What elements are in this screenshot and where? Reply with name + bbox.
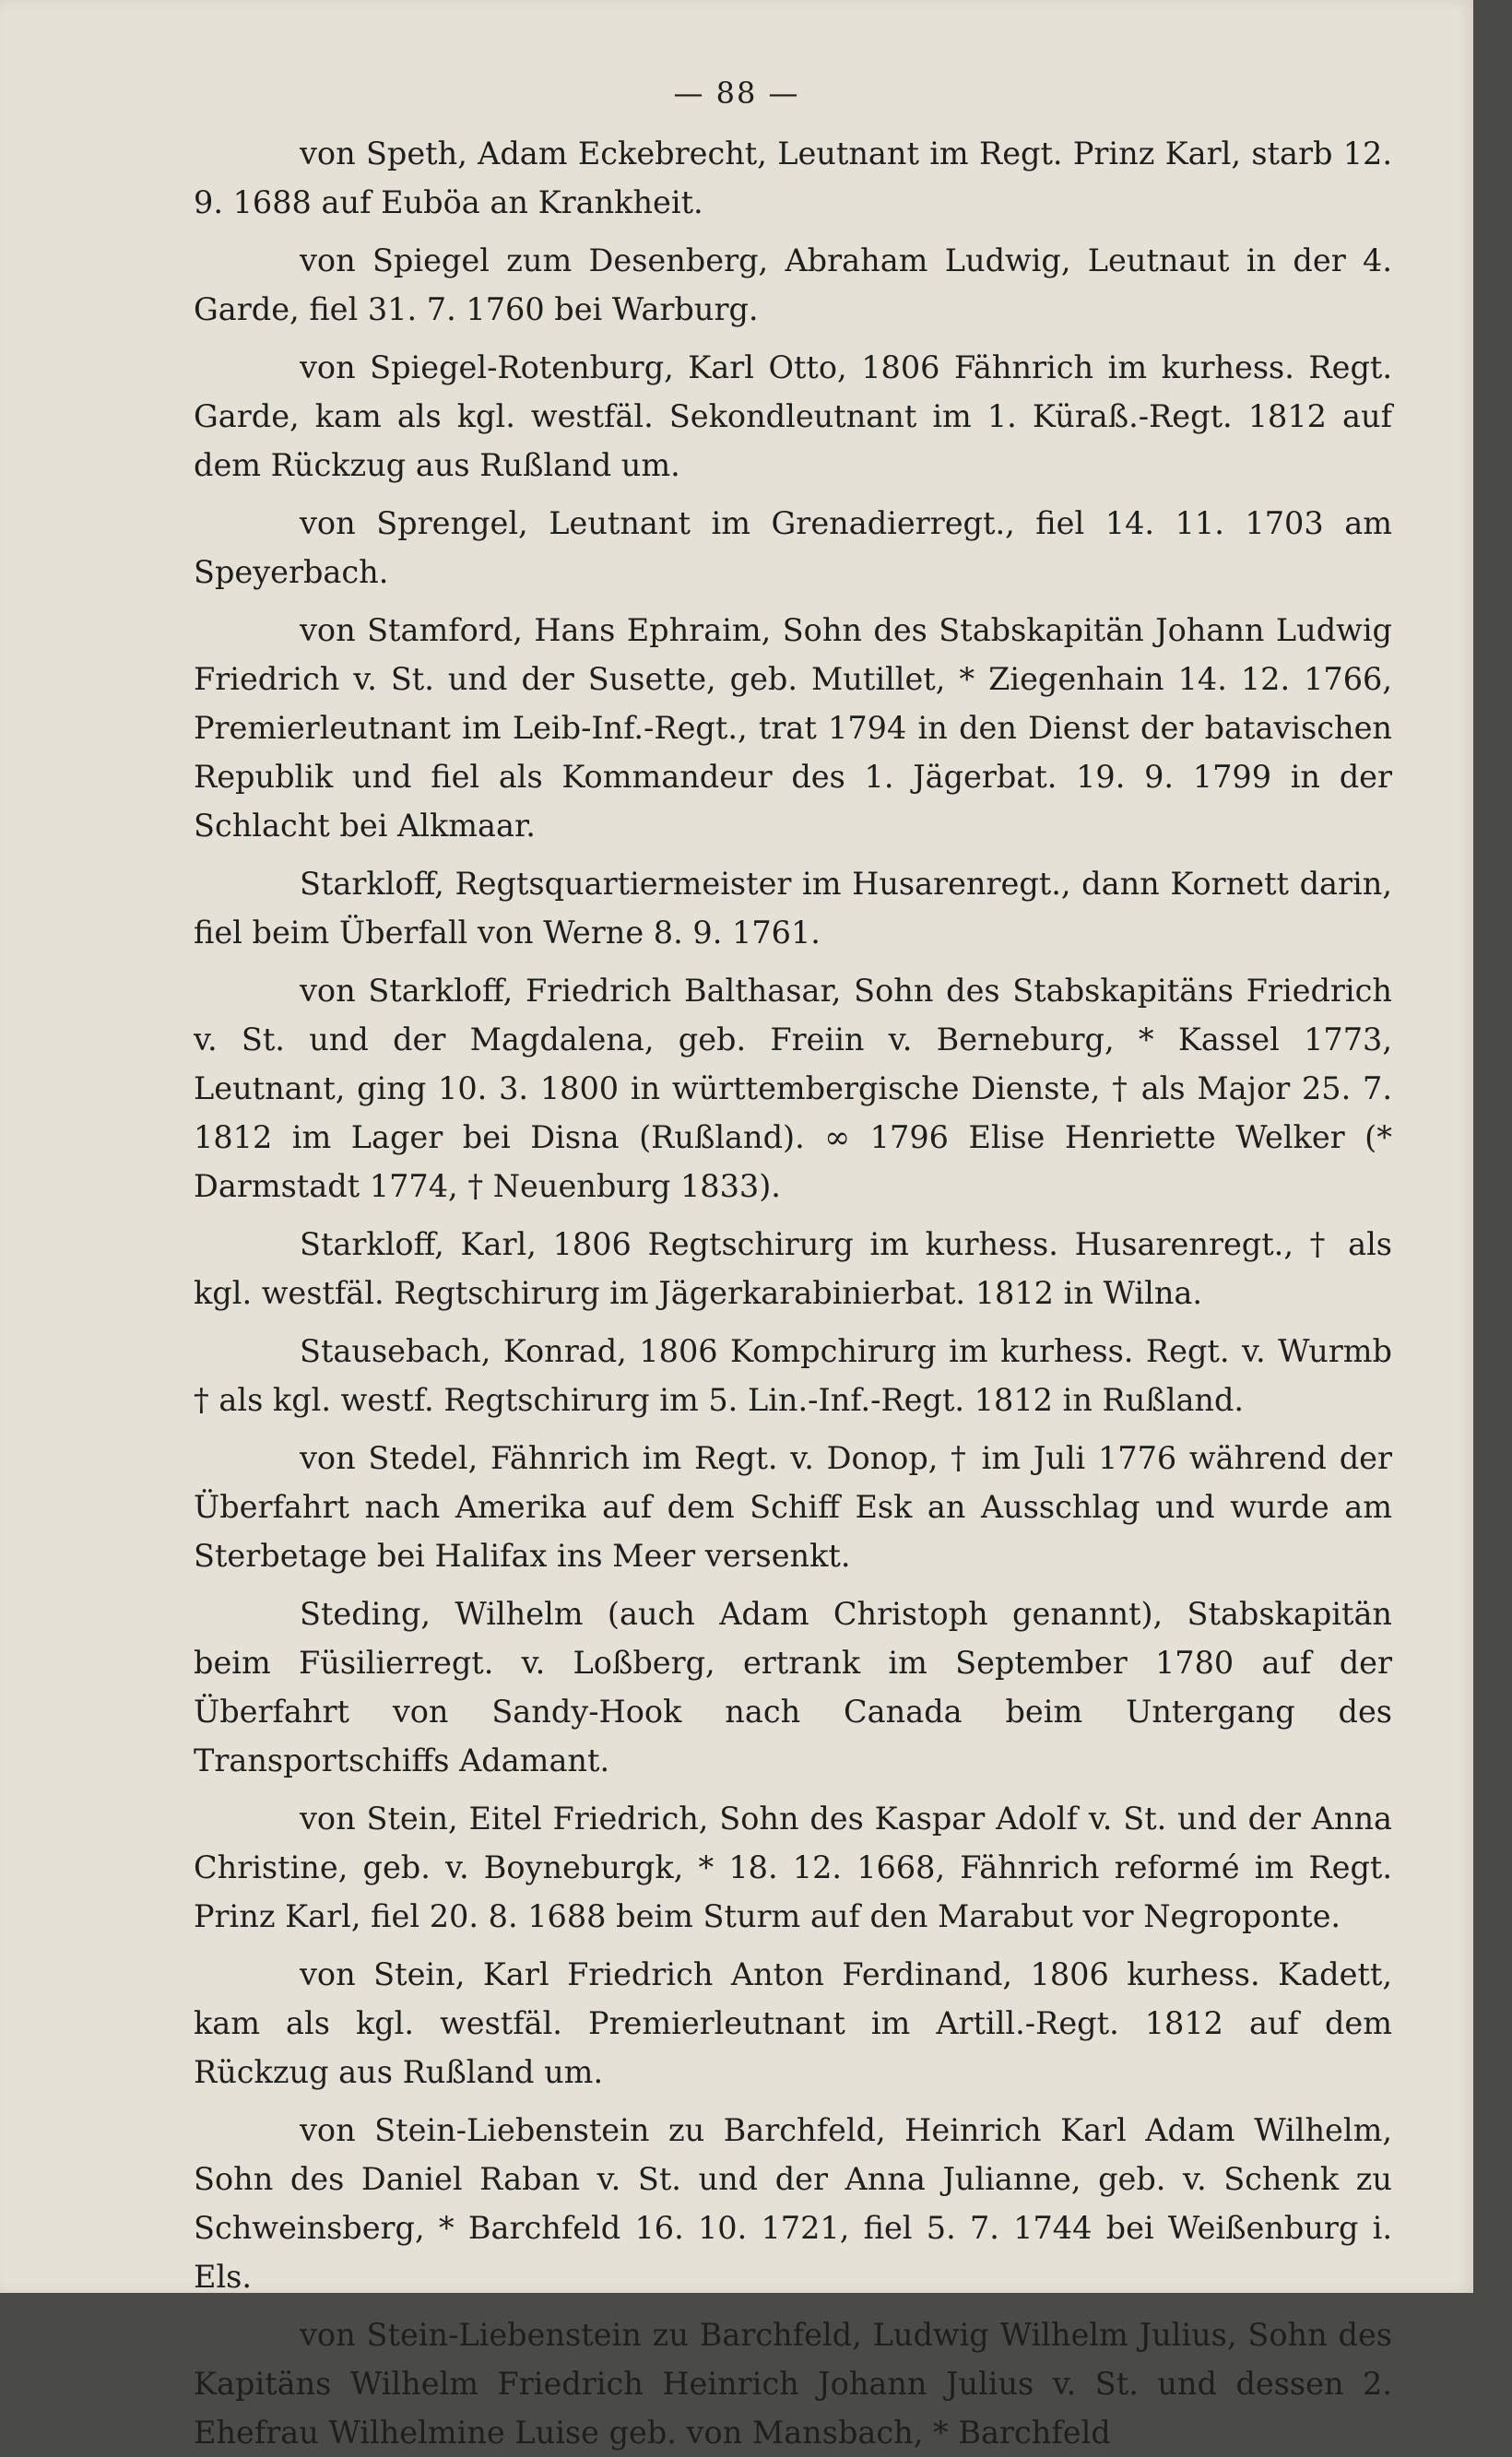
entry-stein-liebenstein-heinrich: von Stein-Liebenstein zu Barchfeld, Heinrich Karl Adam Wilhelm, Sohn des Daniel Raban v. St. und der Anna Julianne, geb. v. Schenk zu Schweinsberg, * Barchfeld 16. 10. 1721, fiel 5. 7. 1744 bei Weißenburg i. Els. bbox=[194, 2112, 1392, 2295]
entry-starkloff-regtsquartiermeister: Starkloff, Regtsquartiermeister im Husarenregt., dann Kornett darin, fiel beim Überfall von Werne 8. 9. 1761. bbox=[194, 866, 1392, 951]
entry-spiegel-rotenburg: von Spiegel-Rotenburg, Karl Otto, 1806 Fähnrich im kurhess. Regt. Garde, kam als kgl. westfäl. Sekondleutnant im 1. Küraß.-Regt. 1812 auf dem Rückzug aus Rußland um. bbox=[194, 349, 1392, 483]
page-number: — 88 — bbox=[673, 76, 800, 111]
entry-stein-liebenstein-ludwig: von Stein-Liebenstein zu Barchfeld, Ludwig Wilhelm Julius, Sohn des Kapitäns Wilhelm Friedrich Heinrich Johann Julius v. St. und dessen 2. Ehefrau Wilhelmine Luise geb. von Mansbach, * Barchfeld bbox=[194, 2317, 1392, 2451]
entry-steding: Steding, Wilhelm (auch Adam Christoph genannt), Stabskapitän beim Füsilierregt. v. Loßberg, ertrank im September 1780 auf der Überfahrt von Sandy-Hook nach Canada beim Untergang des Transportschiffs Adamant. bbox=[194, 1596, 1392, 1778]
entry-starkloff-friedrich: von Starkloff, Friedrich Balthasar, Sohn des Stabskapitäns Friedrich v. St. und der Magdalena, geb. Freiin v. Berneburg, * Kassel 1773, Leutnant, ging 10. 3. 1800 in württembergische Dienste, † als Major 25. 7. 1812 im Lager bei Disna (Rußland). ∞ 1796 Elise Henriette Welker (* Darmstadt 1774, † Neuenburg 1833). bbox=[194, 973, 1392, 1204]
entries-column bbox=[194, 129, 1392, 2457]
entry-stausebach: Stausebach, Konrad, 1806 Kompchirurg im kurhess. Regt. v. Wurmb † als kgl. westf. Regtschirurg im 5. Lin.-Inf.-Regt. 1812 in Rußland. bbox=[194, 1333, 1392, 1418]
entry-spiegel-desenberg: von Spiegel zum Desenberg, Abraham Ludwig, Leutnaut in der 4. Garde, fiel 31. 7. 1760 bei Warburg. bbox=[194, 242, 1392, 327]
entry-stamford: von Stamford, Hans Ephraim, Sohn des Stabskapitän Johann Ludwig Friedrich v. St. und der Susette, geb. Mutillet, * Ziegenhain 14. 12. 1766, Premierleutnant im Leib-Inf.-Regt., trat 1794 in den Dienst der batavischen Republik und fiel als Kommandeur des 1. Jägerbat. 19. 9. 1799 in der Schlacht bei Alkmaar. bbox=[194, 612, 1392, 844]
entry-sprengel: von Sprengel, Leutnant im Grenadierregt., fiel 14. 11. 1703 am Speyerbach. bbox=[194, 505, 1392, 590]
entry-starkloff-karl: Starkloff, Karl, 1806 Regtschirurg im kurhess. Husarenregt., † als kgl. westfäl. Regtschirurg im Jägerkarabinierbat. 1812 in Wilna. bbox=[194, 1226, 1392, 1311]
entry-stedel: von Stedel, Fähnrich im Regt. v. Donop, † im Juli 1776 während der Überfahrt nach Amerika auf dem Schiff Esk an Ausschlag und wurde am Sterbetage bei Halifax ins Meer versenkt. bbox=[194, 1440, 1392, 1574]
entry-speth: von Speth, Adam Eckebrecht, Leutnant im Regt. Prinz Karl, starb 12. 9. 1688 auf Euböa an Krankheit. bbox=[194, 136, 1392, 220]
entry-stein-eitel: von Stein, Eitel Friedrich, Sohn des Kaspar Adolf v. St. und der Anna Christine, geb. v. Boyneburgk, * 18. 12. 1668, Fähnrich reformé im Regt. Prinz Karl, fiel 20. 8. 1688 beim Sturm auf den Marabut vor Negroponte. bbox=[194, 1801, 1392, 1934]
entry-stein-karl: von Stein, Karl Friedrich Anton Ferdinand, 1806 kurhess. Kadett, kam als kgl. westfäl. Premierleutnant im Artill.-Regt. 1812 auf dem Rückzug aus Rußland um. bbox=[194, 1956, 1392, 2090]
